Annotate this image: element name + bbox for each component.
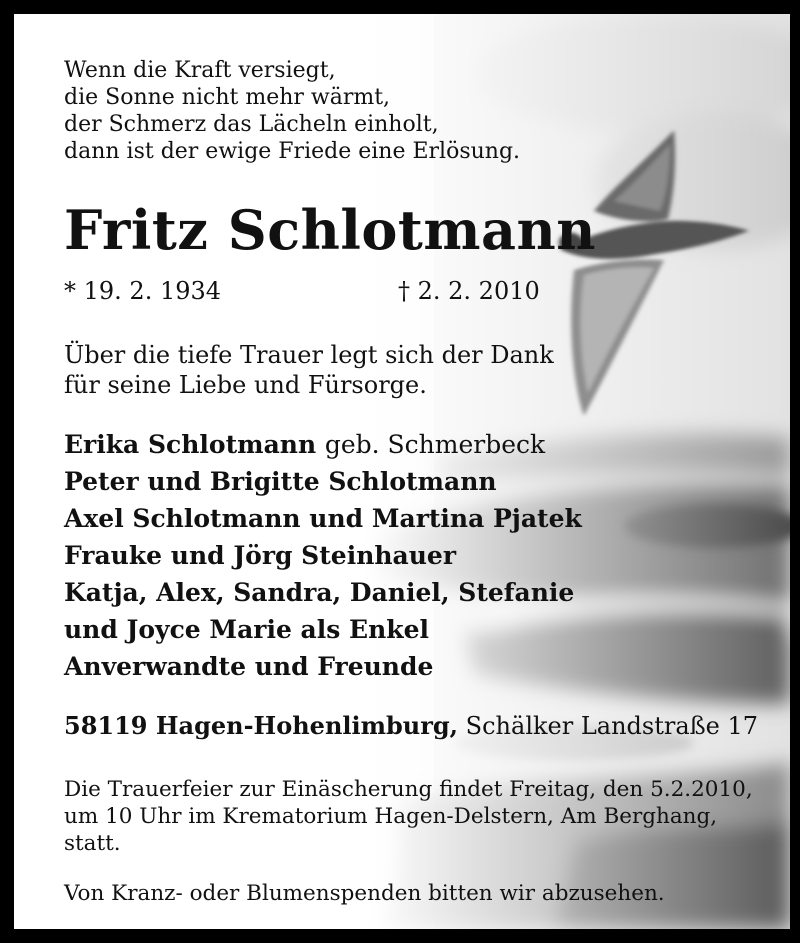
poem-line: die Sonne nicht mehr wärmt,: [64, 85, 391, 110]
mourner-line: und Joyce Marie als Enkel: [64, 615, 429, 644]
poem: [64, 57, 520, 165]
death-date: † 2. 2. 2010: [398, 277, 540, 305]
mourner-line: [64, 426, 582, 463]
mourner-line: Axel Schlotmann und Martina Pjatek: [64, 504, 582, 533]
ceremony-line: um 10 Uhr im Krematorium Hagen-Delstern, Am Berghang,: [64, 804, 718, 829]
mourner-line: Anverwandte und Freunde: [64, 652, 434, 681]
poem-line: der Schmerz das Lächeln einholt,: [64, 112, 439, 137]
maiden-name: geb. Schmerbeck: [324, 430, 546, 459]
address-street: Schälker Landstraße 17: [465, 712, 759, 740]
ceremony-line: Die Trauerfeier zur Einäscherung findet Freitag, den 5.2.2010,: [64, 777, 753, 802]
thanks-text: [64, 340, 554, 400]
thanks-line: Über die tiefe Trauer legt sich der Dank: [64, 341, 554, 369]
ceremony-line: statt.: [64, 831, 121, 856]
notice-content: [14, 14, 790, 929]
birth-date: * 19. 2. 1934: [64, 277, 222, 305]
address-city: 58119 Hagen-Hohenlimburg,: [64, 711, 459, 740]
mourner-name: Erika Schlotmann: [64, 430, 317, 459]
ceremony-info: [64, 776, 753, 857]
mourner-line: Peter und Brigitte Schlotmann: [64, 467, 497, 496]
deceased-name: Fritz Schlotmann: [64, 198, 597, 262]
mourner-line: Katja, Alex, Sandra, Daniel, Stefanie: [64, 578, 575, 607]
thanks-line: für seine Liebe und Fürsorge.: [64, 371, 427, 399]
mourners-list: [64, 426, 582, 685]
poem-line: dann ist der ewige Friede eine Erlösung.: [64, 139, 521, 164]
address: [64, 711, 758, 741]
closing-note: Von Kranz- oder Blumenspenden bitten wir abzusehen.: [64, 881, 665, 906]
mourner-line: Frauke und Jörg Steinhauer: [64, 541, 456, 570]
poem-line: Wenn die Kraft versiegt,: [64, 58, 336, 83]
